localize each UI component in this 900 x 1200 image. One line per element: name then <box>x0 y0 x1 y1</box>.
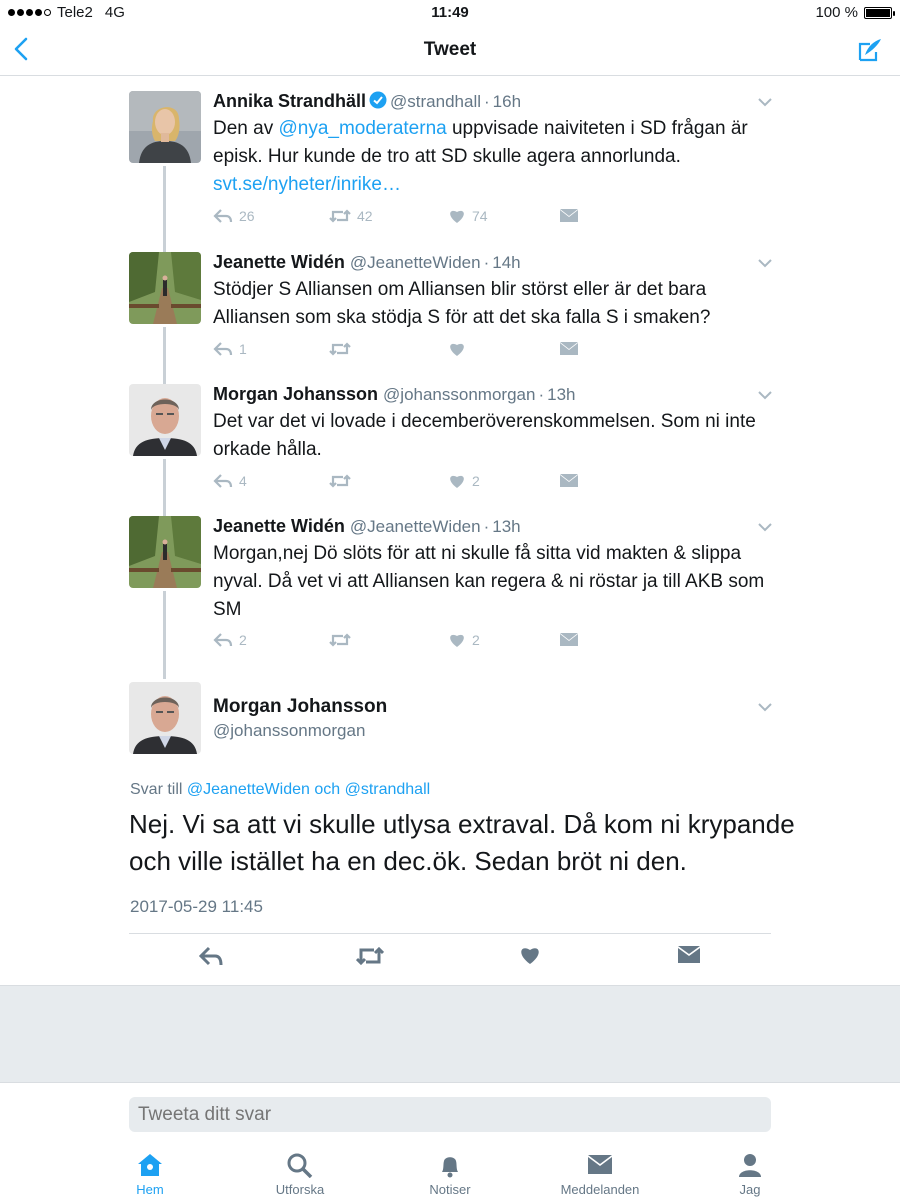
text-part: Den av <box>213 118 279 139</box>
status-right <box>815 4 892 21</box>
author-name[interactable]: Morgan Johansson <box>213 696 388 717</box>
like-count: 2 <box>472 473 480 489</box>
reply-button[interactable] <box>213 632 247 648</box>
retweet-button[interactable] <box>329 208 373 224</box>
tweet-text: Morgan,nej Dö slöts för att ni skulle få sitta vid makten & slippa nyval. Då vet vi att Alliansen kan regera & ni röstar ja till AKB som SM <box>213 543 765 620</box>
reply-icon <box>213 341 233 357</box>
envelope-icon <box>559 208 579 224</box>
author-handle[interactable]: @JeanetteWiden <box>349 253 481 272</box>
carrier-label: Tele2 <box>57 4 93 21</box>
reply-icon <box>213 632 233 648</box>
heart-icon <box>448 208 466 224</box>
tab-profile[interactable] <box>690 1152 810 1197</box>
tweet-header <box>213 384 575 405</box>
heart-icon <box>448 341 466 357</box>
like-button[interactable] <box>448 473 480 489</box>
tweet-actions <box>213 208 593 228</box>
separator-dot: · <box>483 253 490 272</box>
heart-icon <box>448 632 466 648</box>
envelope-icon <box>559 341 579 357</box>
text-part: uppvisade naiviteten i SD frågan är episk. Hur kunde de tro att SD skulle agera annorlunda. <box>213 118 748 167</box>
like-button[interactable] <box>448 208 488 224</box>
retweet-icon <box>329 208 351 224</box>
retweet-button[interactable] <box>329 632 357 648</box>
thread-connector <box>163 591 166 679</box>
tweet-time: 13h <box>492 517 521 536</box>
avatar[interactable] <box>129 516 201 588</box>
like-count: 74 <box>472 208 488 224</box>
tab-label: Meddelanden <box>560 1182 640 1197</box>
message-button[interactable] <box>559 632 579 648</box>
tab-notifications[interactable] <box>390 1152 510 1197</box>
reply-button[interactable] <box>213 341 247 357</box>
reply-count: 26 <box>239 208 255 224</box>
reply-to-links[interactable]: @JeanetteWiden och @strandhall <box>186 781 431 798</box>
reply-prefix: Svar till <box>130 781 187 798</box>
reply-icon[interactable] <box>199 945 223 967</box>
bell-icon <box>436 1152 464 1178</box>
clock: 11:49 <box>431 4 469 21</box>
tweet-header <box>213 252 521 273</box>
retweet-icon <box>329 341 351 357</box>
envelope-icon <box>586 1152 614 1178</box>
tweet-timestamp: 2017-05-29 11:45 <box>130 897 263 916</box>
network-label: 4G <box>104 4 125 21</box>
tweet-actions <box>213 473 593 493</box>
thread-connector <box>163 166 166 266</box>
battery-fill <box>866 9 890 17</box>
author-name[interactable]: Morgan Johansson <box>213 384 379 404</box>
tweet-header <box>213 91 521 112</box>
retweet-icon <box>329 473 351 489</box>
author-name[interactable]: Jeanette Widén <box>213 252 345 272</box>
profile-icon <box>736 1152 764 1178</box>
verified-badge-icon <box>369 91 387 109</box>
heart-icon[interactable] <box>519 945 541 965</box>
tab-bar <box>0 1140 900 1200</box>
message-button[interactable] <box>559 341 579 357</box>
tweet[interactable] <box>0 384 900 504</box>
author-name[interactable]: Annika Strandhäll <box>213 91 367 111</box>
like-button[interactable] <box>448 632 480 648</box>
tweet-text: Det var det vi lovade i decemberöverenskommelsen. Som ni inte orkade hålla. <box>213 411 756 460</box>
tweet-time: 14h <box>492 253 521 272</box>
like-count: 2 <box>472 632 480 648</box>
author-handle[interactable]: @johanssonmorgan <box>213 721 366 740</box>
thread-footer-area <box>0 985 900 1083</box>
retweet-button[interactable] <box>329 473 357 489</box>
compose-icon[interactable] <box>856 36 884 64</box>
tab-label: Jag <box>739 1182 761 1197</box>
tab-label: Utforska <box>275 1182 325 1197</box>
avatar[interactable] <box>129 252 201 324</box>
author-handle[interactable]: @strandhall <box>390 92 481 111</box>
reply-count: 4 <box>239 473 247 489</box>
reply-button[interactable] <box>213 473 247 489</box>
reply-icon <box>213 208 233 224</box>
tab-messages[interactable] <box>540 1152 660 1197</box>
tweet[interactable] <box>0 516 900 676</box>
battery-label: 100 % <box>815 4 858 21</box>
chevron-down-icon[interactable] <box>755 388 775 402</box>
author-handle[interactable]: @johanssonmorgan <box>383 385 536 404</box>
reply-button[interactable] <box>213 208 255 224</box>
tweet-actions <box>213 341 593 361</box>
envelope-icon <box>559 473 579 489</box>
tab-label: Hem <box>136 1182 164 1197</box>
tweet-header <box>213 516 521 537</box>
retweet-icon[interactable] <box>356 945 384 967</box>
reply-count: 2 <box>239 632 247 648</box>
separator-dot: · <box>538 385 545 404</box>
message-button[interactable] <box>559 473 579 489</box>
chevron-down-icon[interactable] <box>755 95 775 109</box>
status-bar <box>0 0 900 26</box>
separator-dot: · <box>484 92 490 111</box>
avatar[interactable] <box>129 384 201 456</box>
message-button[interactable] <box>559 208 579 224</box>
retweet-icon <box>329 632 351 648</box>
chevron-down-icon[interactable] <box>755 256 775 270</box>
reply-context <box>130 781 430 799</box>
tweet-actions <box>213 632 593 652</box>
navigation-bar <box>0 26 900 76</box>
chevron-down-icon[interactable] <box>755 520 775 534</box>
chevron-down-icon[interactable] <box>755 700 775 714</box>
focal-tweet-actions <box>129 945 771 975</box>
author-handle[interactable]: @JeanetteWiden <box>349 517 481 536</box>
tweet-time: 16h <box>492 92 522 111</box>
envelope-icon <box>559 632 579 648</box>
reply-count: 1 <box>239 341 247 357</box>
author-name[interactable]: Jeanette Widén <box>213 516 345 536</box>
tab-home[interactable] <box>90 1152 210 1197</box>
divider <box>129 933 771 934</box>
reply-input[interactable] <box>129 1097 771 1132</box>
reply-icon <box>213 473 233 489</box>
envelope-icon[interactable] <box>677 945 701 965</box>
tweet-text <box>213 115 783 199</box>
like-button[interactable] <box>448 341 472 357</box>
focal-tweet <box>0 682 900 982</box>
tweet[interactable] <box>0 91 900 241</box>
tweet-text: Nej. Vi sa att vi skulle utlysa extraval. Då kom ni krypande och ville istället ha en dec.ök. Sedan bröt ni den. <box>129 809 795 876</box>
tweet-time: 13h <box>547 385 576 404</box>
tweet[interactable] <box>0 252 900 372</box>
avatar[interactable] <box>129 91 201 163</box>
heart-icon <box>448 473 466 489</box>
page-title: Tweet <box>423 39 477 60</box>
mention-link[interactable]: @nya_moderaterna <box>278 118 447 139</box>
separator-dot: · <box>483 517 490 536</box>
retweet-count: 42 <box>357 208 373 224</box>
retweet-button[interactable] <box>329 341 357 357</box>
battery-icon <box>864 7 892 19</box>
home-icon <box>136 1152 164 1178</box>
tab-label: Notiser <box>429 1182 471 1197</box>
avatar[interactable] <box>129 682 201 754</box>
url-link[interactable]: svt.se/nyheter/inrike… <box>213 174 401 195</box>
tab-explore[interactable] <box>240 1152 360 1197</box>
search-icon <box>286 1152 314 1178</box>
tweet-text: Stödjer S Alliansen om Alliansen blir störst eller är det bara Alliansen som ska stödja S för att det ska falla S i smaken? <box>213 279 711 328</box>
